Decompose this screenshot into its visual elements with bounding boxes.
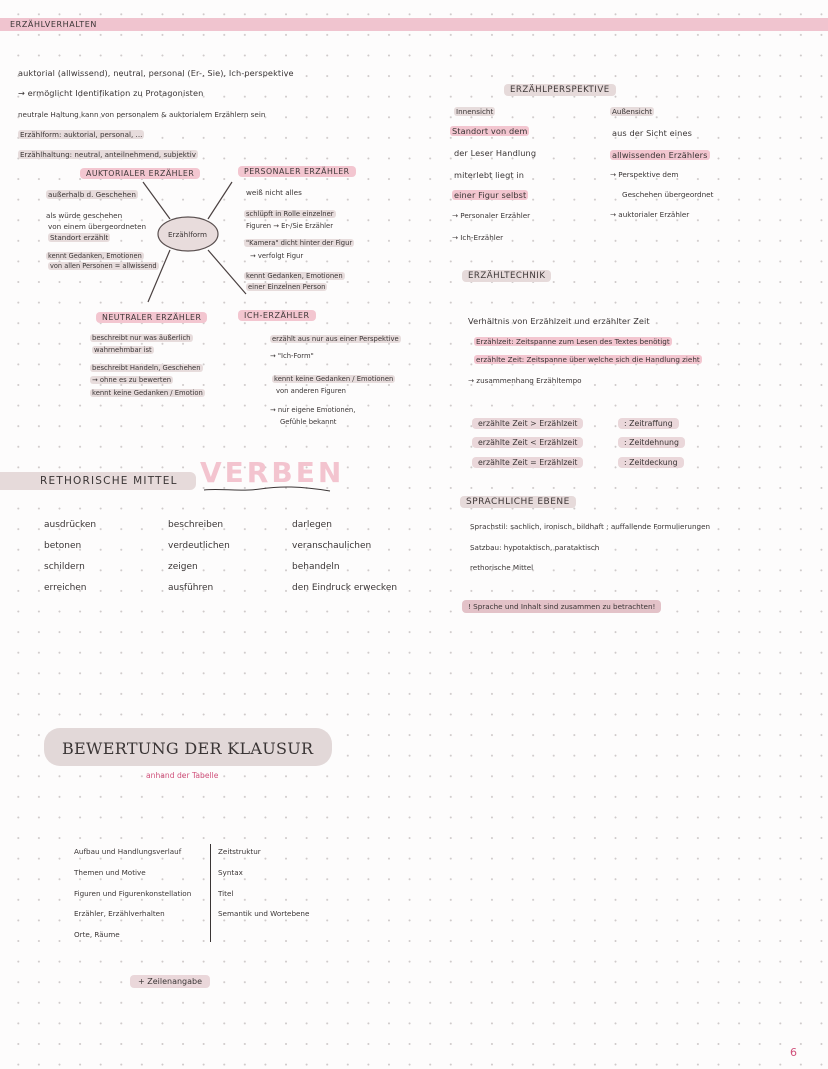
bewertung-subtitle: anhand der Tabelle [146,771,219,780]
technik-line: Erzählzeit: Zeitspanne zum Lesen des Textes benötigt [476,337,670,346]
zeit-row-result: : Zeitraffung [618,418,679,429]
mindmap-center: Erzählform [168,230,207,239]
verb-item: schildern [44,562,85,572]
rhetorik-title: RETHORISCHE MITTEL [40,475,178,487]
personal-line: weiß nicht alles [246,188,302,197]
verb-item: ausführen [168,583,214,593]
zeit-row-a: erzählte Zeit = Erzählzeit [472,457,583,468]
personal-line: "Kamera" dicht hinter der Figur [246,239,353,247]
personal-line: kennt Gedanken, Emotionen [246,272,343,280]
innensicht-line: einer Figur selbst [454,190,527,200]
verb-item: ausdrücken [44,520,97,530]
zeit-row-result: : Zeitdehnung [618,437,685,448]
aussensicht-line: → Perspektive dem [610,170,679,179]
verb-item: beschreiben [168,520,224,530]
intro-line: neutrale Haltung kann von personalem & auktorialem Erzählern sein [18,110,266,119]
technik-line: erzählte Zeit: Zeitspanne über welche sich die Handlung zieht [476,355,700,364]
neutral-line: beschreibt Handeln, Geschehen [92,364,201,372]
aussensicht-line: → auktorialer Erzähler [610,210,690,219]
bewertung-left-item: Figuren und Figurenkonstellation [74,889,192,898]
aussensicht-line: Geschehen übergeordnet [622,190,714,199]
innensicht-line: → Personaler Erzähler [452,211,531,220]
personal-line: einer Einzelnen Person [248,283,326,291]
personal-title: PERSONALER ERZÄHLER [238,166,356,177]
aussensicht-line: aus der Sicht eines [612,128,692,138]
bewertung-title: BEWERTUNG DER KLAUSUR [62,739,314,758]
zeilenangabe-note: + Zeilenangabe [130,975,210,988]
neutral-line: kennt keine Gedanken / Emotion [92,389,203,397]
bewertung-left-item: Erzähler, Erzählverhalten [74,909,165,918]
auktorial-line: als würde geschehen [46,211,123,220]
verb-item: den Eindruck erwecken [292,583,398,593]
personal-line: schlüpft in Rolle einzelner [246,210,334,218]
aussensicht-line: allwissenden Erzählers [612,150,708,160]
page-title: ERZÄHLVERHALTEN [10,20,98,29]
verb-item: verdeutlichen [168,541,230,551]
auktorial-line: von allen Personen = allwissend [50,262,157,270]
neutral-title: NEUTRALER ERZÄHLER [96,312,207,323]
verb-item: veranschaulichen [292,541,372,551]
auktorial-title: AUKTORIALER ERZÄHLER [80,168,200,179]
verb-item: zeigen [168,562,198,572]
technik-line: → zusammenhang Erzähltempo [468,376,582,385]
zeit-row-a: erzählte Zeit > Erzählzeit [472,418,583,429]
bewertung-right-item: Titel [218,889,234,898]
intro-line: auktorial (allwissend), neutral, personal (Er-, Sie), Ich-perspektive [18,68,294,78]
bewertung-left-item: Themen und Motive [74,868,146,877]
auktorial-line: kennt Gedanken, Emotionen [48,252,142,260]
auktorial-line: außerhalb d. Geschehen [48,190,136,199]
bewertung-right-item: Zeitstruktur [218,847,261,856]
verben-deco: VERBEN [200,456,345,489]
ich-line: → nur eigene Emotionen, [270,406,356,414]
zeit-row-result: : Zeitdeckung [618,457,684,468]
neutral-line: wahrnehmbar ist [94,346,152,354]
sprache-line: Sprachstil: sachlich, ironisch, bildhaft ; auffallende Formulierungen [470,522,711,531]
personal-line: → verfolgt Figur [250,252,304,260]
innensicht-line: der Leser Handlung [454,148,537,158]
ich-title: ICH-ERZÄHLER [238,310,316,321]
perspektive-title: ERZÄHLPERSPEKTIVE [504,84,616,96]
aussensicht-head: Außensicht [612,107,653,116]
bewertung-divider [210,844,211,942]
sprache-line: rethorische Mittel [470,563,534,572]
bewertung-right-item: Syntax [218,868,243,877]
bewertung-left-item: Aufbau und Handlungsverlauf [74,847,182,856]
technik-line: Verhältnis von Erzählzeit und erzählter Zeit [468,316,650,326]
page-number: 6 [790,1046,797,1059]
sprache-note: ! Sprache und Inhalt sind zusammen zu betrachten! [462,600,661,613]
verben-underline [200,478,340,498]
verb-item: behandeln [292,562,340,572]
ich-line: kennt keine Gedanken / Emotionen [274,375,394,383]
ich-line: Gefühle bekannt [280,418,337,426]
ich-line: → "Ich-Form" [270,352,314,360]
innensicht-line: Standort von dem [452,126,528,136]
innensicht-line: miterlebt liegt in [454,170,525,180]
verb-item: darlegen [292,520,332,530]
auktorial-line: Standort erzählt [50,233,109,242]
verb-item: erreichen [44,583,87,593]
personal-line: Figuren → Er-/Sie Erzähler [246,222,334,230]
sprache-title: SPRACHLICHE EBENE [460,496,576,508]
innensicht-line: → Ich-Erzähler [452,233,504,242]
intro-line: Erzählform: auktorial, personal, ... [20,130,143,139]
neutral-line: → ohne es zu bewerten [92,376,172,384]
ich-line: erzählt aus nur aus einer Perspektive [272,335,399,343]
ich-line: von anderen Figuren [276,387,346,395]
bewertung-left-item: Orte, Räume [74,930,120,939]
sprache-line: Satzbau: hypotaktisch, parataktisch [470,543,600,552]
innensicht-head: Innensicht [456,107,494,116]
verb-item: betonen [44,541,82,551]
technik-title: ERZÄHLTECHNIK [462,270,551,282]
intro-line: → ermöglicht Identifikation zu Protagonisten [18,88,204,98]
neutral-line: beschreibt nur was äußerlich [92,334,191,342]
bewertung-right-item: Semantik und Wortebene [218,909,310,918]
zeit-row-a: erzählte Zeit < Erzählzeit [472,437,583,448]
intro-line: Erzählhaltung: neutral, anteilnehmend, subjektiv [20,150,197,159]
auktorial-line: von einem übergeordneten [48,222,147,231]
